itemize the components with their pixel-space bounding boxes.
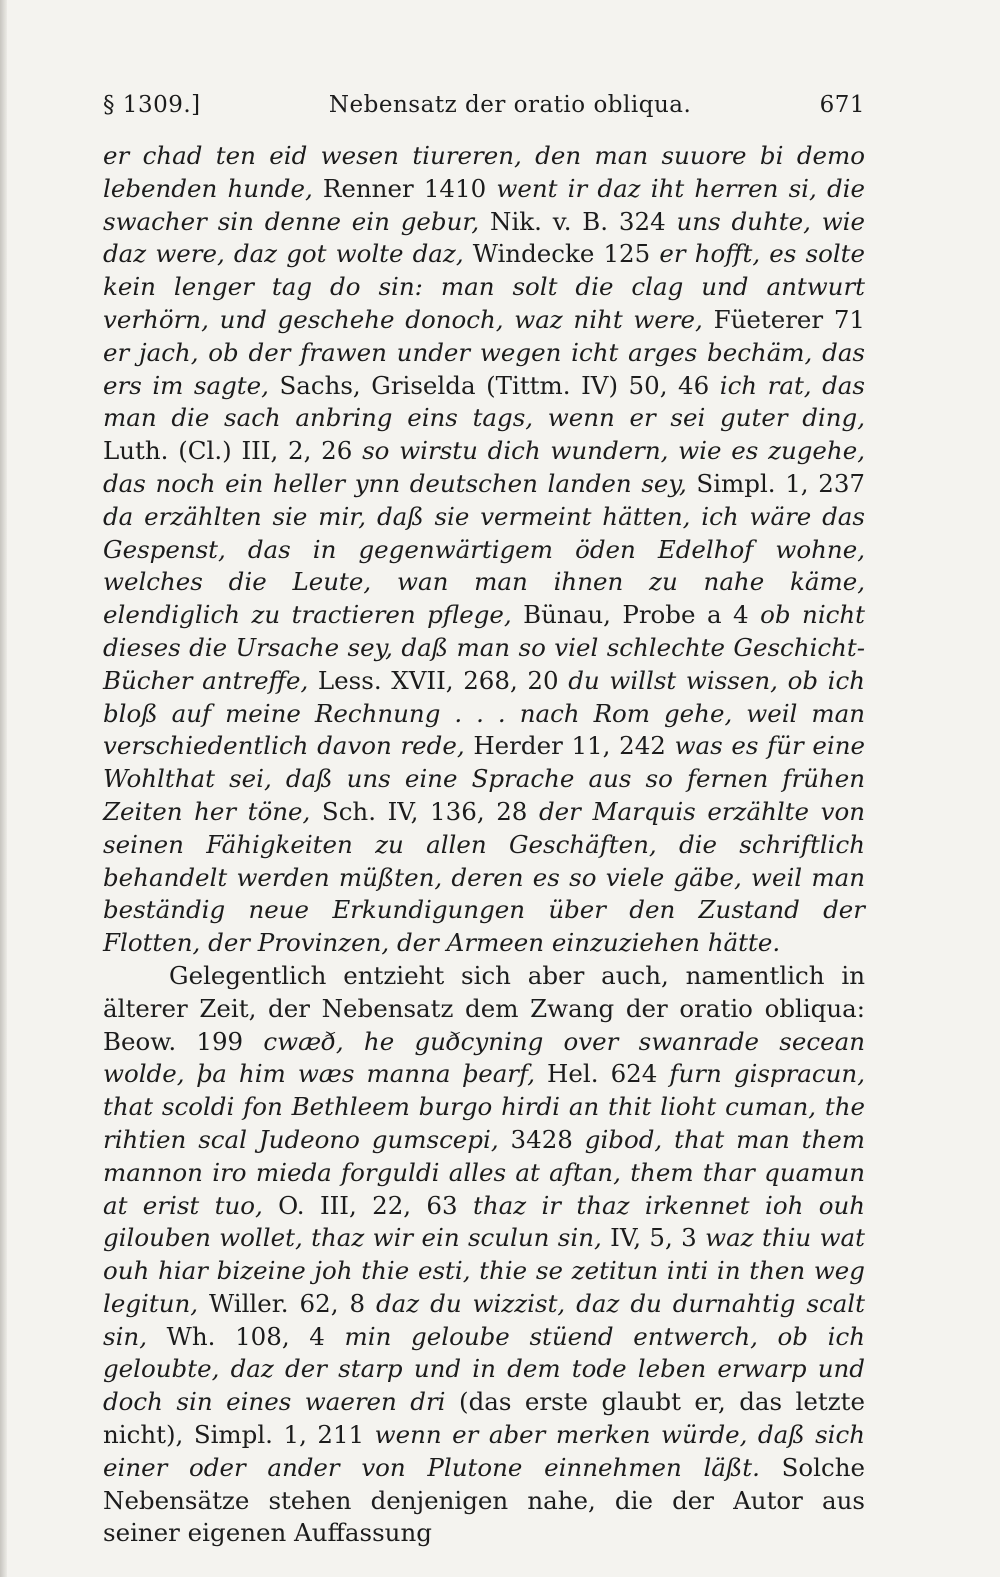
citation-text: Gelegentlich entzieht sich aber auch, namentlich in älterer Zeit, der Nebensatz dem Zwang der oratio obliqua: Beow. 199	[103, 960, 865, 1056]
quotation-text: went ir daz iht herren si, die swacher sin denne ein gebur,	[103, 173, 865, 236]
citation-text: 3428	[498, 1124, 585, 1154]
quotation-text: wenn er aber merken würde, daß sich einer oder ander von Plutone einnehmen läßt.	[103, 1420, 865, 1482]
running-title: Nebensatz der oratio obliqua.	[328, 92, 692, 118]
citation-text: Herder 11, 242	[464, 731, 675, 761]
citation-text: Solche Nebensätze stehen denjenigen nahe, die der Autor aus seiner eigenen Auffassung	[103, 1452, 865, 1548]
page-number: 671	[819, 92, 865, 118]
quotation-text: der Marquis erzählte von seinen Fähigkeiten zu allen Geschäften, die schriftlich behandelt werden müßten, deren es so viele gäbe, weil man beständig neue Erkundigungen über den Zustand der Flotten, der Provinzen, der Armeen einzuziehen hätte.	[103, 796, 865, 958]
citation-text: Simpl. 1, 237	[686, 468, 865, 498]
citation-text: Wh. 108, 4	[146, 1321, 345, 1351]
citation-text: Sch. IV, 136, 28	[310, 796, 539, 826]
quotation-text: cwæð, he guðcyning over swanrade secean wolde, þa him wæs manna þearf,	[103, 1026, 865, 1089]
citation-text: Windecke 125	[463, 239, 660, 269]
quotation-text: ich rat, das man die sach anbring eins tags, wenn er sei guter ding,	[103, 370, 865, 433]
citation-text: IV, 5, 3	[601, 1223, 706, 1253]
quotation-text: er jach, ob der frawen under wegen icht arges bechäm, das ers im sagte,	[103, 337, 865, 400]
quotation-text: so wirstu dich wundern, wie es zugehe, das noch ein heller ynn deutschen landen sey,	[103, 436, 866, 498]
citation-text: Nik. v. B. 324	[479, 206, 677, 236]
section-reference: § 1309.]	[103, 92, 201, 118]
page-header	[103, 92, 865, 126]
quotation-text: er chad ten eid wesen tiureren, den man suuore bi demo lebenden hunde,	[103, 141, 865, 203]
quotation-text: uns duhte, wie daz were, daz got wolte daz,	[103, 206, 866, 269]
citation-text: Bünau, Probe a 4	[511, 600, 761, 630]
quotation-text: ob nicht dieses die Ursache sey, daß man so viel schlechte Geschicht-Bücher antreffe,	[103, 600, 866, 695]
citation-text: (das erste glaubt er, das letzte nicht), Simpl. 1, 211	[103, 1387, 865, 1450]
quotation-text: thaz ir thaz irkennet ioh ouh gilouben wollet, thaz wir ein sculun sin,	[103, 1190, 866, 1253]
quotation-text: gibod, that man them mannon iro mieda forguldi alles at aftan, them thar quamun at erist tuo,	[103, 1124, 865, 1220]
quotation-text: was es für eine Wohlthat sei, daß uns eine Sprache aus so fernen frühen Zeiten her töne,	[103, 731, 865, 826]
citation-text: Luth. (Cl.) III, 2, 26	[103, 436, 363, 466]
citation-text: Sachs, Griselda (Tittm. IV) 50, 46	[268, 370, 720, 400]
quotation-text: er hofft, es solte kein lenger tag do sin: man solt die clag und antwurt verhörn, und geschehe donoch, waz niht were,	[103, 239, 865, 334]
citation-text: O. III, 22, 63	[262, 1190, 473, 1220]
quotation-text: waz thiu wat ouh hiar bizeine joh thie esti, thie se zetitun inti in then weg legitun,	[103, 1223, 865, 1318]
citation-text: Less. XVII, 268, 20	[308, 665, 569, 695]
citation-text: Füeterer 71	[702, 304, 866, 334]
citation-text: Renner 1410	[312, 173, 497, 203]
quotation-text: min geloube stüend entwerch, ob ich geloubte, daz der starp und in dem tode leben erwarp und doch sin eines waeren dri	[103, 1321, 865, 1417]
quotation-text: furn gispracun, that scoldi fon Bethleem burgo hirdi an thit lioht cuman, the rihtien scal Judeono gumscepi,	[103, 1059, 865, 1154]
quotation-text: da erzählten sie mir, daß sie vermeint hätten, ich wäre das Gespenst, das in gegenwärtigem öden Edelhof wohne, welches die Leute, wan man ihnen zu nahe käme, elendiglich zu tractieren pflege,	[103, 501, 865, 630]
paragraph-2	[103, 960, 865, 1550]
quotation-text: du willst wissen, ob ich bloß auf meine Rechnung . . . nach Rom gehe, weil man verschiedentlich davon rede,	[103, 665, 865, 761]
citation-text: Willer. 62, 8	[198, 1288, 376, 1318]
page-edge-shadow	[0, 0, 7, 1577]
citation-text: Hel. 624	[535, 1059, 670, 1089]
paragraph-1	[103, 140, 865, 960]
body-text	[103, 140, 865, 1550]
quotation-text: daz du wizzist, daz du durnahtig scalt sin,	[103, 1288, 865, 1351]
